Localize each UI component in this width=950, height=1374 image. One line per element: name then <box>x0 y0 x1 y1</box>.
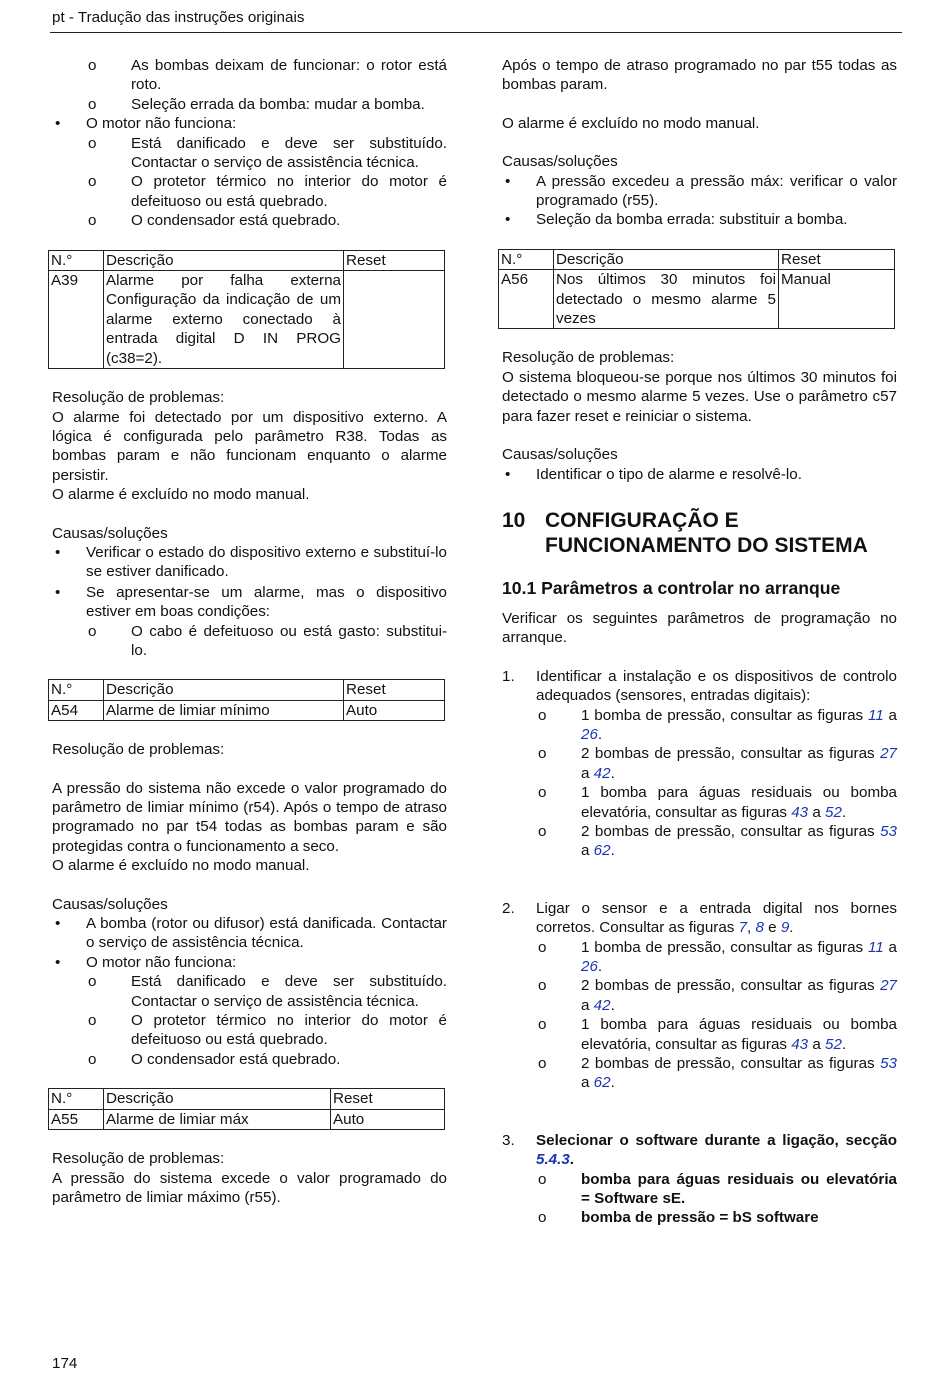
figure-link[interactable]: 11 <box>867 938 884 956</box>
sub-marker: o <box>88 173 97 191</box>
list-item: o O cabo é defeituoso ou está gasto: substitui-lo. <box>88 622 447 659</box>
list-item: • O motor não funciona: <box>55 953 237 971</box>
table-header-row <box>49 250 445 270</box>
table-row <box>49 700 445 720</box>
sub-marker: o <box>88 1050 97 1068</box>
list-item: o As bombas deixam de funcionar: o rotor está roto. <box>88 57 447 94</box>
numbered-step: 3. Selecionar o software durante a ligação, secção 5.4.3. <box>502 1131 897 1169</box>
sub-marker: o <box>538 1016 547 1034</box>
alarm-description: Alarme por falha externa Configuração da indicação de um alarme externo conectado à entrada digital D IN PROG (c38=2). <box>104 271 344 369</box>
list-item: o O condensador está quebrado. <box>88 212 341 230</box>
alarm-code: A55 <box>49 1109 104 1129</box>
alarm-reset <box>344 271 445 369</box>
table-header-row <box>49 680 445 700</box>
alarm-reset: Auto <box>331 1109 445 1129</box>
col-header-desc: Descrição <box>104 1089 331 1109</box>
sub-marker: o <box>88 134 97 152</box>
sub-marker: o <box>88 622 97 640</box>
sub-marker: o <box>538 706 547 724</box>
list-item: o bomba de pressão = bS software <box>538 1209 819 1227</box>
figure-link[interactable]: 53 <box>880 822 897 840</box>
figure-link[interactable]: 26 <box>581 725 598 743</box>
list-item: • Se apresentar-se um alarme, mas o dispositivo estiver em boas condições: <box>55 583 447 621</box>
list-item: o Seleção errada da bomba: mudar a bomba. <box>88 95 425 113</box>
sub-marker: o <box>538 1055 547 1073</box>
bullet-marker: • <box>505 465 511 483</box>
section-label: Resolução de problemas: <box>52 389 225 407</box>
list-item: • A bomba (rotor ou difusor) está danificada. Contactar o serviço de assistência técnica. <box>55 915 447 952</box>
list-item: o 2 bombas de pressão, consultar as figuras 53 a 62. <box>538 1055 897 1092</box>
alarm-code: A54 <box>49 700 104 720</box>
bullet-marker: • <box>55 915 61 933</box>
numbered-step: 2. Ligar o sensor e a entrada digital nos bornes corretos. Consultar as figuras 7, 8 e 9. <box>502 899 897 937</box>
figure-link[interactable]: 27 <box>880 745 897 763</box>
sub-marker: o <box>538 1170 547 1188</box>
sub-marker: o <box>538 977 547 995</box>
paragraph: A pressão do sistema não excede o valor programado do parâmetro de limiar mínimo (r54). Após o tempo de atraso programado no par t54 todas as bombas param e são protegidas contra o funcionamento a seco. <box>52 779 447 855</box>
figure-link[interactable]: 52 <box>825 803 842 821</box>
bullet-marker: • <box>55 543 61 561</box>
alarm-table-a56 <box>498 249 895 330</box>
figure-link[interactable]: 11 <box>867 706 884 724</box>
paragraph: O alarme é excluído no modo manual. <box>502 114 760 132</box>
figure-link[interactable]: 7 <box>738 919 748 937</box>
paragraph: Após o tempo de atraso programado no par t55 todas as bombas param. <box>502 57 897 94</box>
figure-link[interactable]: 62 <box>593 842 611 860</box>
section-label: Resolução de problemas: <box>52 1150 225 1168</box>
header-rule <box>50 32 902 33</box>
sub-marker: o <box>538 938 547 956</box>
table-row <box>499 270 895 329</box>
list-item: o Está danificado e deve ser substituído. Contactar o serviço de assistência técnica. <box>88 134 447 172</box>
alarm-description: Alarme de limiar máx <box>104 1109 331 1129</box>
sub-marker: o <box>538 745 547 763</box>
section-label: Causas/soluções <box>52 524 168 542</box>
col-header-reset: Reset <box>344 680 445 700</box>
section-label: Resolução de problemas: <box>502 349 675 367</box>
alarm-reset: Auto <box>344 700 445 720</box>
bullet-marker: • <box>55 583 61 601</box>
step-number: 2. <box>502 899 515 917</box>
paragraph: O alarme é excluído no modo manual. <box>52 486 310 504</box>
section-number: 10 <box>502 508 526 532</box>
table-header-row <box>49 1089 445 1109</box>
bullet-marker: • <box>505 211 511 229</box>
alarm-table-a54 <box>48 679 445 721</box>
numbered-step: 1. Identificar a instalação e os dispositivos de controlo adequados (sensores, entradas digitais): <box>502 667 897 705</box>
figure-link[interactable]: 9 <box>780 919 790 937</box>
figure-link[interactable]: 53 <box>880 1055 897 1073</box>
paragraph: Verificar os seguintes parâmetros de programação no arranque. <box>502 609 897 647</box>
list-item: o O condensador está quebrado. <box>88 1050 341 1068</box>
col-header-n: N.° <box>49 1089 104 1109</box>
alarm-code: A39 <box>49 271 104 369</box>
col-header-desc: Descrição <box>554 249 779 269</box>
alarm-description: Nos últimos 30 minutos foi detectado o mesmo alarme 5 vezes <box>554 270 779 329</box>
alarm-table-a39 <box>48 250 445 369</box>
table-row <box>49 271 445 369</box>
figure-link[interactable]: 62 <box>593 1074 611 1092</box>
section-label: Resolução de problemas: <box>52 741 225 759</box>
paragraph: O sistema bloqueou-se porque nos últimos 30 minutos foi detectado o mesmo alarme 5 vezes. Use o parâmetro c57 para fazer reset e reiniciar o sistema. <box>502 368 897 425</box>
list-item: o 1 bomba para águas residuais ou bomba elevatória, consultar as figuras 43 a 52. <box>538 784 897 821</box>
left-column <box>52 56 447 1207</box>
list-item: o Está danificado e deve ser substituído. Contactar o serviço de assistência técnica. <box>88 973 447 1010</box>
paragraph: O alarme é excluído no modo manual. <box>52 857 310 875</box>
list-item: • O motor não funciona: <box>55 115 237 133</box>
figure-link[interactable]: 43 <box>791 1035 809 1053</box>
list-item: • Identificar o tipo de alarme e resolvê-lo. <box>505 465 802 483</box>
col-header-reset: Reset <box>344 250 445 270</box>
paragraph: O alarme foi detectado por um dispositivo externo. A lógica é configurada pelo parâmetro R38. Todas as bombas param e não funcionam enquanto o alarme persistir. <box>52 408 447 484</box>
figure-link[interactable]: 27 <box>880 977 897 995</box>
list-item: • Seleção da bomba errada: substituir a bomba. <box>505 211 848 229</box>
bullet-marker: • <box>55 115 61 133</box>
sub-marker: o <box>88 57 97 74</box>
figure-link[interactable]: 42 <box>593 996 611 1014</box>
list-item: o 2 bombas de pressão, consultar as figuras 53 a 62. <box>538 822 897 860</box>
col-header-n: N.° <box>49 250 104 270</box>
list-item: o 1 bomba para águas residuais ou bomba elevatória, consultar as figuras 43 a 52. <box>538 1016 897 1053</box>
table-header-row <box>499 249 895 269</box>
bullet-marker: • <box>55 953 61 971</box>
sub-marker: o <box>88 212 97 230</box>
sub-marker: o <box>88 973 97 991</box>
sub-marker: o <box>538 1209 547 1227</box>
alarm-description: Alarme de limiar mínimo <box>104 700 344 720</box>
paragraph: A pressão do sistema excede o valor programado do parâmetro de limiar máximo (r55). <box>52 1169 447 1206</box>
section-title: CONFIGURAÇÃO E FUNCIONAMENTO DO SISTEMA <box>545 508 868 557</box>
sub-marker: o <box>538 822 547 840</box>
alarm-table-a55 <box>48 1088 445 1130</box>
col-header-n: N.° <box>499 249 554 269</box>
list-item: o 2 bombas de pressão, consultar as figuras 27 a 42. <box>538 745 897 782</box>
figure-link[interactable]: 43 <box>791 803 809 821</box>
section-heading <box>502 508 897 558</box>
figure-link[interactable]: 26 <box>581 958 598 975</box>
right-column <box>502 56 897 1228</box>
sub-marker: o <box>538 784 547 802</box>
col-header-reset: Reset <box>779 249 895 269</box>
list-item: o 2 bombas de pressão, consultar as figuras 27 a 42. <box>538 977 897 1014</box>
section-link[interactable]: 5.4.3 <box>536 1151 570 1169</box>
list-item: o 1 bomba de pressão, consultar as figuras 11 a 26. <box>538 938 897 975</box>
table-row <box>49 1109 445 1129</box>
bullet-marker: • <box>505 172 511 190</box>
alarm-code: A56 <box>499 270 554 329</box>
list-item: o O protetor térmico no interior do motor é defeituoso ou está quebrado. <box>88 173 447 210</box>
list-item: o O protetor térmico no interior do motor é defeituoso ou está quebrado. <box>88 1012 447 1049</box>
step-number: 1. <box>502 667 515 685</box>
col-header-desc: Descrição <box>104 250 344 270</box>
col-header-reset: Reset <box>331 1089 445 1109</box>
list-item: o bomba para águas residuais ou elevatória = Software sE. <box>538 1170 897 1208</box>
col-header-desc: Descrição <box>104 680 344 700</box>
figure-link[interactable]: 52 <box>825 1035 842 1053</box>
figure-link[interactable]: 8 <box>755 919 764 937</box>
section-label: Causas/soluções <box>52 895 168 913</box>
section-label: Causas/soluções <box>502 153 618 171</box>
list-item: • A pressão excedeu a pressão máx: verificar o valor programado (r55). <box>505 172 897 210</box>
col-header-n: N.° <box>49 680 104 700</box>
sub-marker: o <box>88 95 97 113</box>
list-item: o 1 bomba de pressão, consultar as figuras 11 a 26. <box>538 706 897 743</box>
section-label: Causas/soluções <box>502 446 618 464</box>
figure-link[interactable]: 42 <box>593 764 611 782</box>
sub-marker: o <box>88 1012 97 1030</box>
subsection-heading: 10.1 Parâmetros a controlar no arranque <box>502 577 841 598</box>
page-header: pt - Tradução das instruções originais <box>52 9 305 26</box>
step-number: 3. <box>502 1131 515 1149</box>
list-item: • Verificar o estado do dispositivo externo e substituí-lo se estiver danificado. <box>55 543 447 581</box>
alarm-reset: Manual <box>779 270 895 329</box>
page-number: 174 <box>52 1355 78 1372</box>
